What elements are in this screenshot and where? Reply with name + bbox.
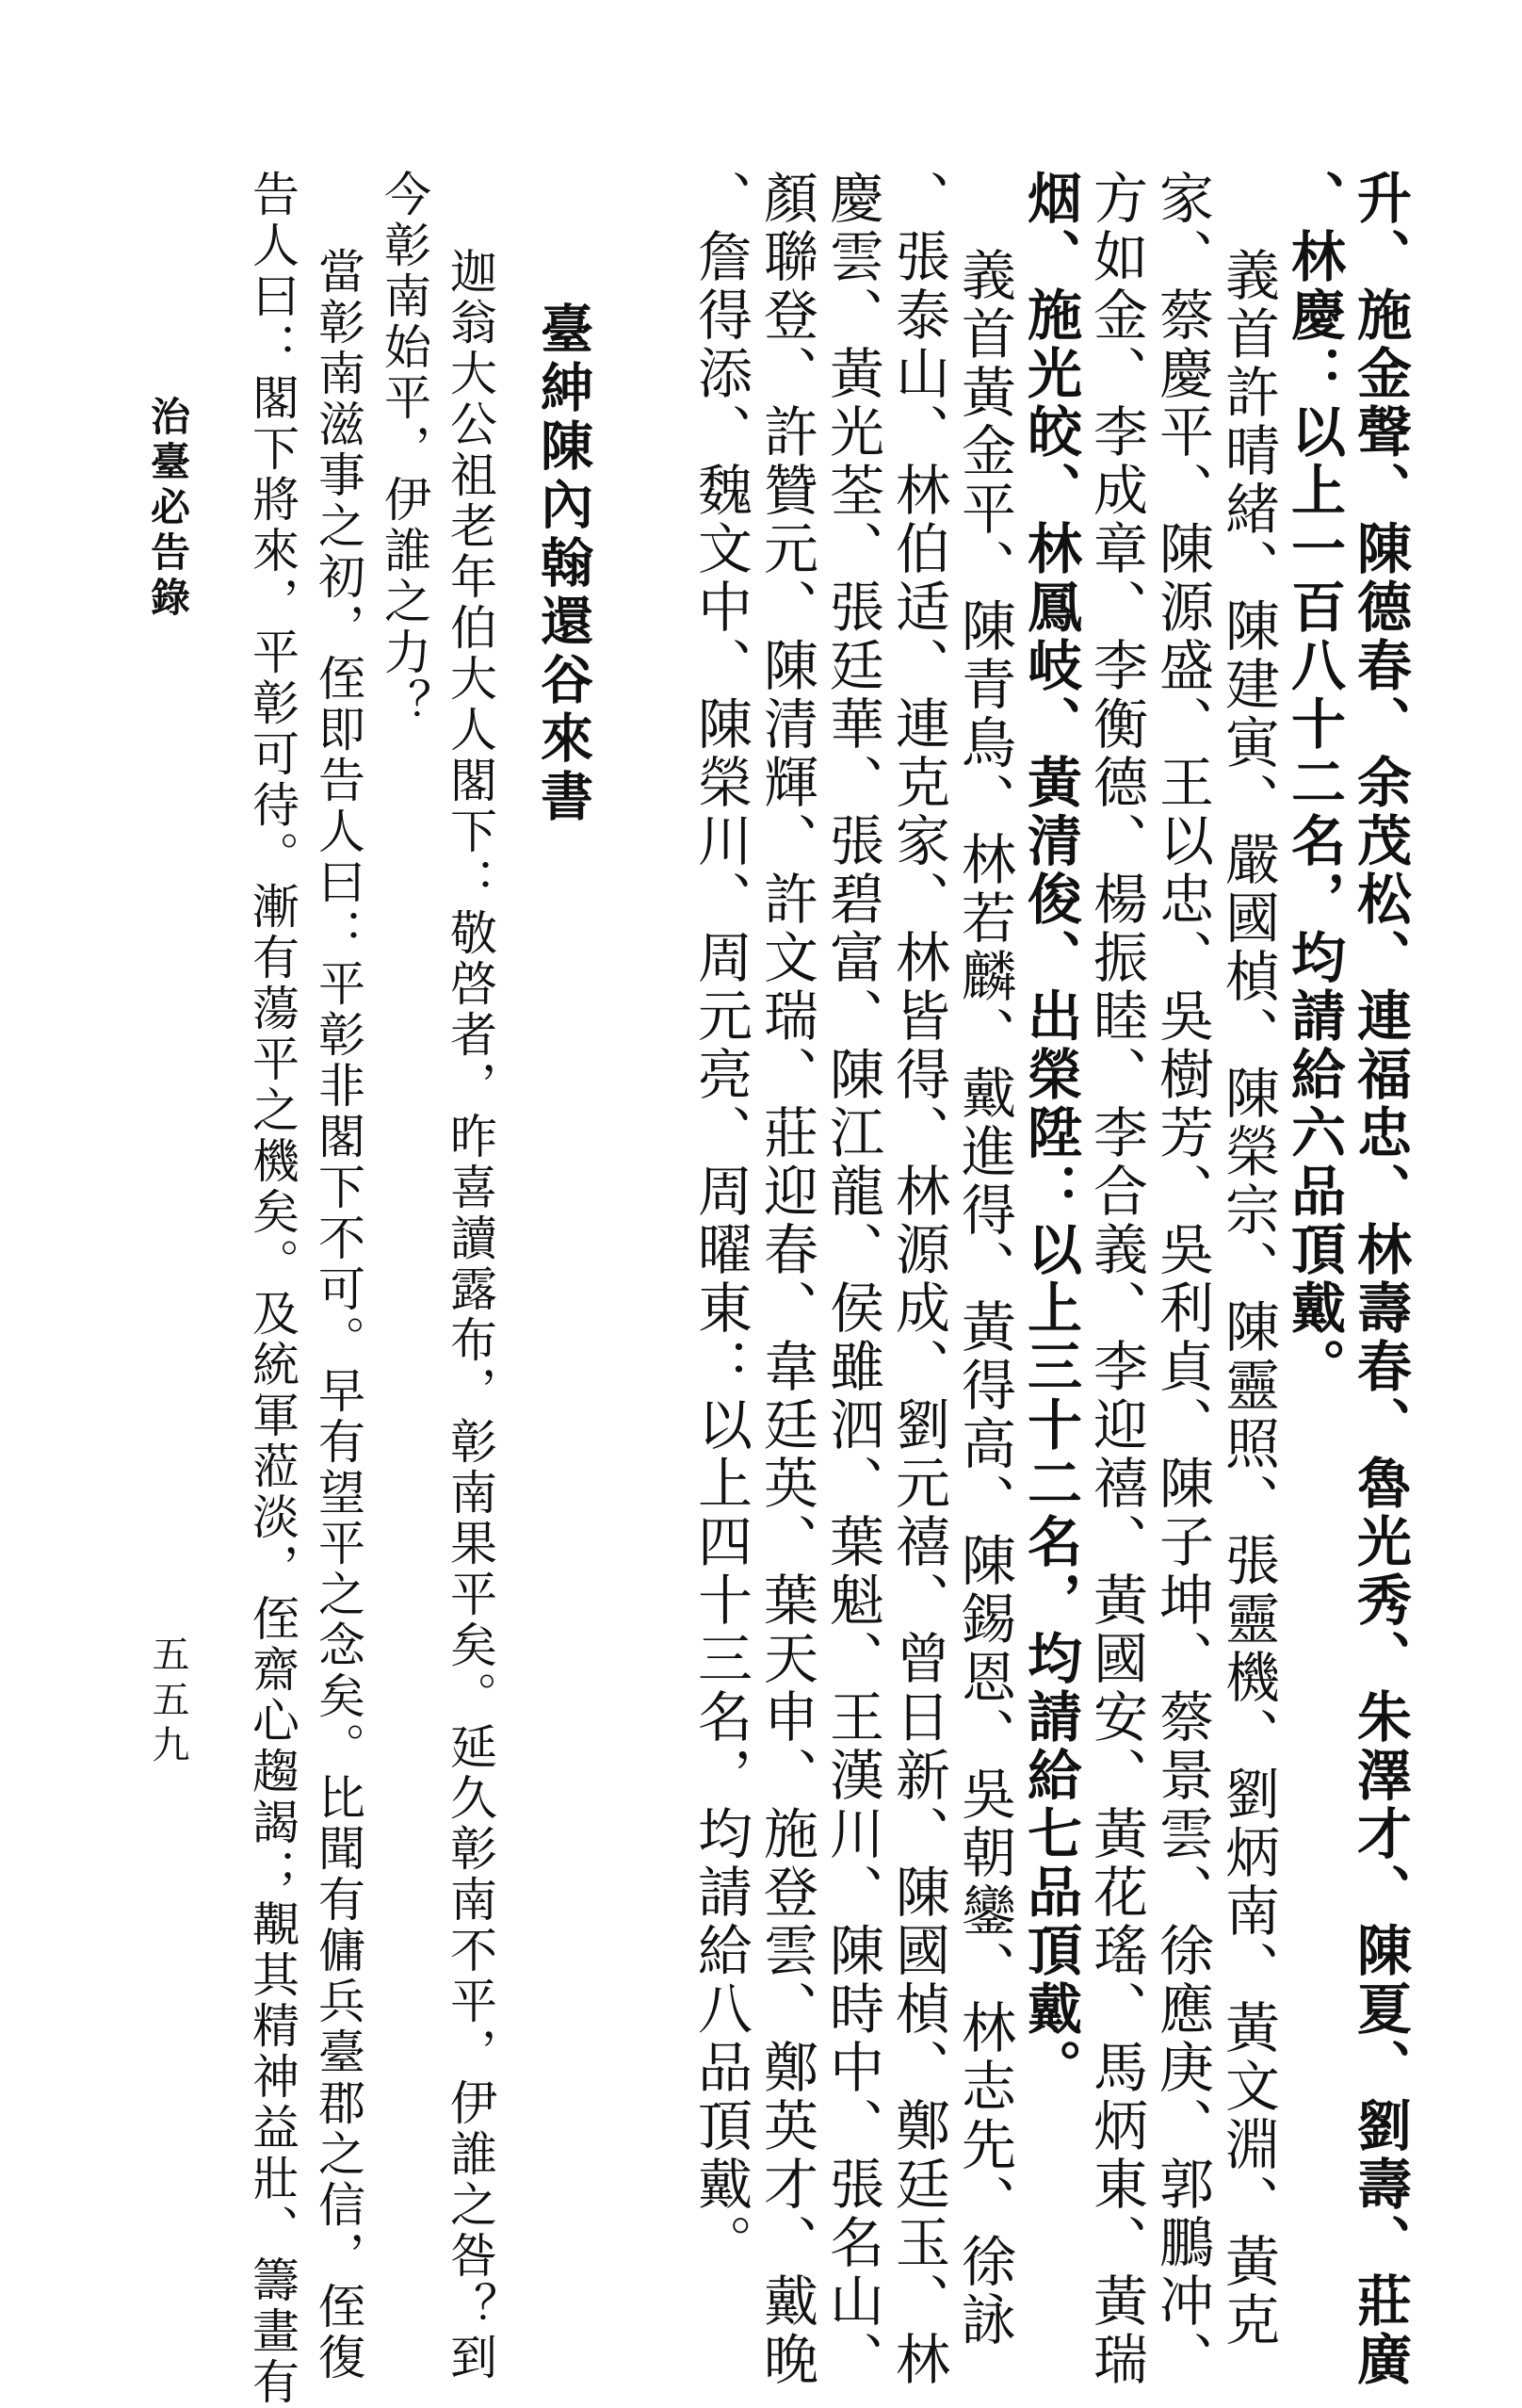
section-heading: 臺紳陳內翰還谷來書 (532, 301, 594, 827)
text-column-5: 方如金、李成章、李衡德、楊振睦、李合義、李迎禧、黃國安、黃花瑤、馬炳東、黃瑞 (1084, 170, 1148, 2389)
text-column-10: 顏聯登、許贊元、陳清輝、許文瑞、莊迎春、韋廷英、葉天申、施登雲、鄭英才、戴晚 (754, 170, 818, 2389)
text-column-9: 慶雲、黃光荃、張廷華、張碧富、陳江龍、侯雖泗、葉魁、王漢川、陳時中、張名山、 (820, 170, 884, 2389)
text-column-6: 烟、施光皎、林鳳岐、黃清俊、出榮陞：以上三十二名，均請給七品頂戴。 (1018, 170, 1082, 2097)
text-column-15: 告人曰：閣下將來，平彰可待。漸有蕩平之機矣。及統軍蒞淡，侄齋心趨謁；覯其精神益壯、籌畫有 (245, 170, 300, 2408)
text-column-4: 家、蔡慶平、陳源盛、王以忠、吳樹芳、吳利貞、陳子坤、蔡景雲、徐應庚、郭鵬冲、 (1150, 170, 1214, 2389)
text-column-11: 、詹得添、魏文中、陳榮川、周元亮、周曜東：以上四十三名，均請給八品頂戴。 (688, 170, 753, 2272)
text-column-7: 義首黃金平、陳青鳥、林若麟、戴進得、黃得高、陳錫恩、吳朝鑾、林志先、徐詠 (952, 247, 1016, 2350)
text-column-3: 義首許晴緒、陳建寅、嚴國楨、陳榮宗、陳靈照、張靈機、劉炳南、黃文淵、黃克 (1216, 247, 1280, 2350)
text-column-2: 、林慶：以上一百八十二名，均請給六品頂戴。 (1282, 170, 1346, 1396)
text-column-1: 升、施金聲、陳德春、余茂松、連福忠、林壽春、魯光秀、朱澤才、陳夏、劉壽、莊廣 (1348, 170, 1412, 2389)
text-column-14: 當彰南滋事之初，侄即告人曰：平彰非閣下不可。早有望平之念矣。比聞有傭兵臺郡之信，侄復 (311, 247, 365, 2384)
running-title: 治臺必告錄 (145, 396, 191, 622)
text-column-12: 迦翁大公祖老年伯大人閣下：敬啓者，昨喜讀露布，彰南果平矣。延久彰南不平，伊誰之咎？到 (443, 247, 497, 2384)
text-column-8: 、張泰山、林伯适、連克家、林皆得、林源成、劉元禧、曾日新、陳國楨、鄭廷玉、林 (886, 170, 950, 2389)
page-number: 五五九 (146, 1635, 189, 1770)
text-column-13: 今彰南始平，伊誰之力？ (377, 170, 431, 729)
